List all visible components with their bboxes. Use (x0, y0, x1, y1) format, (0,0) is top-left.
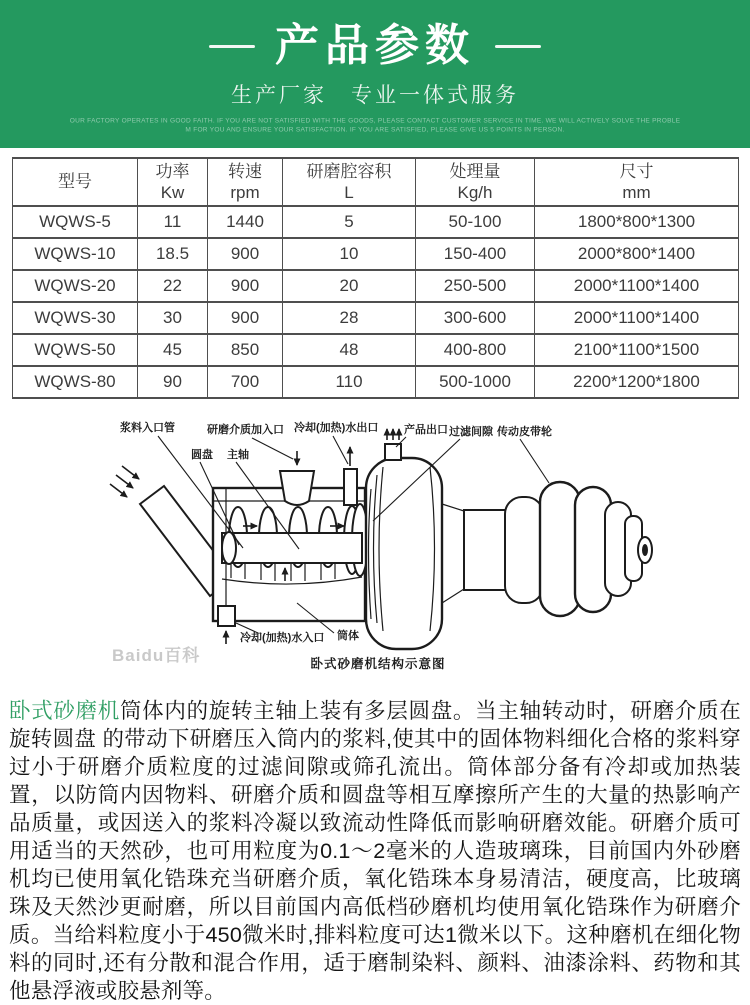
cell-speed: 850 (208, 334, 283, 366)
cell-capacity: 500-1000 (416, 366, 535, 398)
col-label: 尺寸 (619, 161, 654, 181)
label-disc: 圆盘 (191, 449, 213, 461)
col-unit: mm (622, 183, 651, 202)
cell-model: WQWS-80 (13, 366, 138, 398)
cell-capacity: 150-400 (416, 238, 535, 270)
sand-mill-structure-diagram (0, 409, 750, 685)
cell-volume: 110 (283, 366, 416, 398)
table-row (13, 206, 739, 238)
baidu-watermark: Baidu百科 (112, 646, 201, 665)
drive-shaft-shape (442, 504, 508, 603)
cell-model: WQWS-10 (13, 238, 138, 270)
label-main-shaft: 主轴 (227, 449, 249, 461)
end-housing-shape (366, 458, 442, 649)
cell-volume: 20 (283, 270, 416, 302)
description-paragraph (0, 685, 750, 1005)
cell-power: 90 (138, 366, 208, 398)
media-inlet-port-shape (280, 471, 314, 505)
col-label: 功率 (155, 161, 190, 181)
col-label: 型号 (58, 172, 92, 192)
table-row (13, 366, 739, 398)
col-unit: Kw (160, 183, 185, 202)
col-header-dimensions (535, 158, 739, 206)
table-row (13, 238, 739, 270)
cell-speed: 900 (208, 270, 283, 302)
cell-model: WQWS-5 (13, 206, 138, 238)
col-label: 处理量 (449, 161, 501, 181)
table-header-row (13, 158, 739, 206)
banner-title-row (0, 0, 750, 70)
label-filter-gap: 过滤间隙 (449, 426, 493, 438)
label-water-inlet: 冷却(加热)水入口 (240, 632, 325, 644)
col-header-model (13, 158, 138, 206)
col-header-capacity (416, 158, 535, 206)
label-slurry-inlet-pipe: 浆料入口管 (120, 422, 175, 434)
cell-speed: 900 (208, 302, 283, 334)
cell-model: WQWS-50 (13, 334, 138, 366)
cell-power: 22 (138, 270, 208, 302)
banner-subtitle: 生产厂家 专业一体式服务 (231, 84, 519, 108)
product-parameters-banner (0, 0, 750, 148)
banner-notice-line1: OUR FACTORY OPERATES IN GOOD FAITH. IF YOU ARE NOT SATISFIED WITH THE GOODS, PLEASE CONTACT CUSTOMER SERVICE IN TIME. WE WILL ACTIVELY SOLVE THE PROBLE (69, 117, 681, 125)
label-cylinder-body: 筒体 (337, 630, 359, 642)
cell-volume: 10 (283, 238, 416, 270)
sand-mill-diagram-svg (0, 409, 750, 685)
banner-notice (68, 116, 683, 134)
table-row (13, 270, 739, 302)
water-inlet-port-shape (218, 606, 235, 644)
cell-capacity: 50-100 (416, 206, 535, 238)
cell-dimensions: 2100*1100*1500 (535, 334, 739, 366)
cell-model: WQWS-30 (13, 302, 138, 334)
col-unit: Kg/h (457, 183, 493, 202)
col-unit: rpm (230, 183, 260, 202)
cell-dimensions: 2000*800*1400 (535, 238, 739, 270)
page-title: 产品参数 (275, 21, 475, 70)
cell-speed: 900 (208, 238, 283, 270)
title-right-dash (495, 45, 541, 48)
banner-notice-line2: M FOR YOU AND ENSURE YOUR SATISFACTION. IF YOU ARE SATISFIED, PLEASE GIVE US 5 POINTS IN PERSON. (185, 126, 565, 134)
cell-capacity: 400-800 (416, 334, 535, 366)
spec-table-section (0, 148, 750, 399)
cell-speed: 700 (208, 366, 283, 398)
description-highlight: 卧式砂磨机 (9, 699, 120, 723)
label-media-inlet: 研磨介质加入口 (207, 424, 284, 436)
cell-power: 11 (138, 206, 208, 238)
cell-capacity: 300-600 (416, 302, 535, 334)
diagram-caption: 卧式砂磨机结构示意图 (310, 657, 446, 671)
water-outlet-port-shape (344, 469, 357, 505)
col-header-chamber-volume (283, 158, 416, 206)
cell-dimensions: 2000*1100*1400 (535, 270, 739, 302)
table-row (13, 334, 739, 366)
col-unit: L (344, 183, 354, 202)
description-body: 筒体内的旋转主轴上装有多层圆盘。当主轴转动时，研磨介质在旋转圆盘 的带动下研磨压入筒内的浆料,使其中的固体物料细化合格的浆料穿过小于研磨介质粒度的过滤间隙或筛孔流出。筒体部分备有冷却或加热装置，以防筒内因物料、研磨介质和圆盘等相互摩擦所产生的大量的热影响产品质量，或因送入的浆料冷凝以致流动性降低而影响研磨效能。研磨介质可用适当的天然砂，也可用粒度为0.1～2毫米的人造玻璃珠，目前国内外砂磨机均已使用氧化锆珠充当研磨介质，氧化锆珠本身易清洁，硬度高，比玻璃珠及天然沙更耐磨，所以目前国内高低档砂磨机均使用氧化锆珠作为研磨介质。当给料粒度小于450微米时,排料粒度可达1微米以下。这种磨机在细化物料的同时,还有分散和混合作用，适于磨制染料、颜料、油漆涂料、药物和其他悬浮液或胶悬剂等。 (9, 699, 741, 1003)
cell-power: 45 (138, 334, 208, 366)
cell-volume: 48 (283, 334, 416, 366)
table-row (13, 302, 739, 334)
spec-table (12, 157, 739, 399)
cell-dimensions: 1800*800*1300 (535, 206, 739, 238)
cell-volume: 5 (283, 206, 416, 238)
col-header-power (138, 158, 208, 206)
cell-speed: 1440 (208, 206, 283, 238)
title-left-dash (209, 45, 255, 48)
col-header-speed (208, 158, 283, 206)
cell-volume: 28 (283, 302, 416, 334)
col-label: 研磨腔容积 (306, 161, 392, 181)
label-drive-pulley: 传动皮带轮 (497, 426, 552, 438)
cell-model: WQWS-20 (13, 270, 138, 302)
cell-dimensions: 2000*1100*1400 (535, 302, 739, 334)
drive-pulley-shape (505, 482, 652, 616)
cell-capacity: 250-500 (416, 270, 535, 302)
cell-dimensions: 2200*1200*1800 (535, 366, 739, 398)
cell-power: 30 (138, 302, 208, 334)
cell-power: 18.5 (138, 238, 208, 270)
label-water-outlet: 冷却(加热)水出口 (294, 422, 379, 434)
label-product-outlet: 产品出口 (404, 424, 448, 436)
col-label: 转速 (228, 161, 262, 181)
